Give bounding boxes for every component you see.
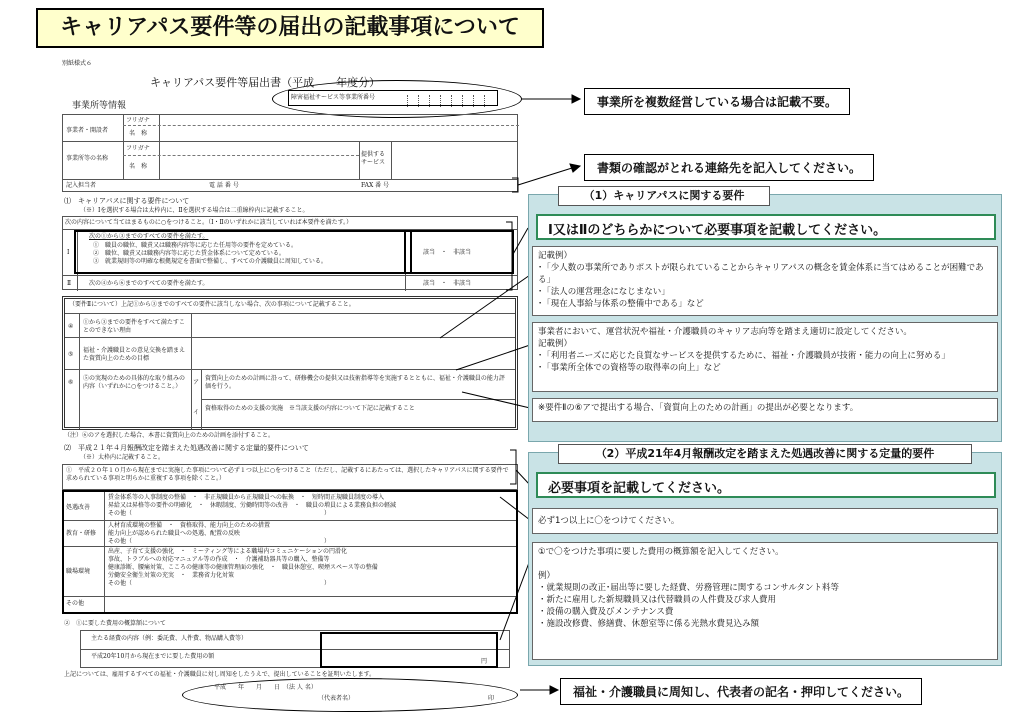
section2-note: （※）太枠内に記載すること。: [80, 454, 165, 461]
panel2-instruction: 必要事項を記載してください。: [536, 472, 996, 498]
panel1-example-reason: 記載例） ･「少人数の事業所でありポストが限られていることからキャリアパスの概念を賃金体系に当てはめることが困難である」 ･「法人の運営理念になじまない」 ･「現在人事給与体系の整備中である」など: [532, 246, 998, 316]
requirement-ii-frame: （要件Ⅱについて）上記①から③までのすべての要件に該当しない場合、次の事項について記載すること。 ④ ①から③までの要件をすべて満たすことのできない理由 ⑤ 福祉・介護職員との意見交換を踏まえた資質向上のための目標 ⑥ ⑤の実現のための具体的な取り組みの内容（いずれかに○をつけること。） ア 資質向上のための計画に沿って、研修機会の提供又は技術指導等を実施するとともに、福祉・介護職員の能力評価を行う。 イ 資格取得のための支援の実施 ※当該支援の内容について下記に記載すること: [62, 296, 518, 430]
form-style-label: 別紙様式６: [62, 60, 93, 67]
panel1-example-goal: 事業者において、運営状況や福祉・介護職員のキャリア志向等を踏まえ適切に設定してください。 記載例） ･「利用者ニーズに応じた良質なサービスを提供するために、福祉・介護職員が技術・能力の向上に努める」 ･「事業所全体での資格等の取得率の向上」など: [532, 322, 998, 392]
cost-table: 主たる経費の内容（例：委託費、人件費、物品購入費等） 平成20年10月から現在までに要した費用の額 円: [80, 630, 510, 668]
representative-label: （代表者名）: [318, 695, 355, 702]
callout-certify: 福祉・介護職員に周知し、代表者の記名・押印してください。: [560, 678, 922, 705]
section1-title: ⑴ キャリアパスに関する要件について: [64, 197, 190, 205]
cost-title: ② ①に要した費用の概算額について: [64, 620, 166, 627]
form-title: キャリアパス要件等届出書（平成 年度分）: [150, 76, 381, 89]
callout-contact: 書類の確認がとれる連絡先を記入してください。: [584, 154, 874, 181]
page-title: キャリアパス要件等の届出の記載事項について: [36, 8, 544, 48]
callout-multiple-offices: 事業所を複数経営している場合は記載不要。: [584, 88, 850, 115]
service-number-field[interactable]: 障害福祉サービス等事業所番号: [288, 90, 498, 106]
panel1-plan-note: ※要件Ⅱの⑥アで提出する場合、「資質向上のための計画」の提出が必要となります。: [532, 398, 998, 422]
section2-question: ① 平成２０年１０月から現在までに実施した事項について必ず１つ以上に○をつけること（ただし、記載するにあたっては、選択したキャリアパスに関する要件で求められている事項と明らかに重複する事項を除くこと。）: [62, 464, 518, 490]
panel2-circle-note: 必ず1つ以上に〇をつけてください。: [532, 508, 998, 534]
certify-text: 上記については、雇用するすべての福祉・介護職員に対し周知をしたうえで、提出していることを証明いたします。: [64, 671, 376, 678]
section2-title: ⑵ 平成２１年４月報酬改定を踏まえた処遇改善に関する定量的要件について: [64, 444, 309, 452]
date-line: 平成 年 月 日 （法 人 名）: [214, 684, 317, 691]
applicable-ii[interactable]: 該当 ・ 非該当: [423, 280, 472, 287]
seal-label: 印: [488, 695, 495, 702]
panel1-instruction: Ⅰ又はⅡのどちらかについて必要事項を記載してください。: [536, 214, 996, 240]
office-info-label: 事業所等情報: [72, 101, 127, 111]
panel2-cost-examples: ①で〇をつけた事項に要した費用の概算額を記入してください。 例） ・就業規則の改正･届出等に要した経費、労務管理に関するコンサルタント料等 ・新たに雇用した新規職員又は代替職員の人件費及び求人費用 ・設備の購入費及びメンテナンス費 ・施設改修費、修繕費、休憩室等に係る光熱水費見込み額: [532, 542, 998, 660]
panel1-header: （1）キャリアパスに関する要件: [558, 186, 770, 206]
applicable-i[interactable]: 該当 ・ 非該当: [423, 249, 472, 256]
panel2-header: （2）平成21年4月報酬改定を踏まえた処遇改善に関する定量的要件: [558, 444, 972, 464]
section1-note: （※）Ⅰを選択する場合は太枠内に、Ⅱを選択する場合は二重線枠内に記載すること。: [80, 207, 309, 214]
r6-note: （注）⑥のアを選択した場合、本書に資質向上のための計画を添付すること。: [64, 432, 275, 439]
office-info-table: 事業者・開設者 フリガナ 名 称 事業所等の名称 フリガナ 名 称 提供する サービス 記入担当者 電 話 番 号 FAX 番 号: [62, 114, 518, 192]
section2-table: 処遇改善 賃金体系等の人事制度の整備 ・ 非正規職員から正規職員への転換 ・ 短時間正規職員制度の導入 昇給又は昇格等の要件の明確化 ・ 休暇制度、労働時間等の改善 ・ 職員の増員による業務負担の軽減 その他（ ） 教育・研修 人材育成環境の整備 ・ 資格取得、能力向上のための措置 能力向上が認められた職員への処遇、配置の反映 その他（ ） 職場環境 出産、子育て支援の強化 ・ ミーティング等による職場内コミュニケーションの円滑化 事故、トラブルへの対応マニュアル等の作成 ・ 介護補助器具等の購入、整備等 健康診断、腰痛対策、こころの健康等の健康管理面の強化 ・ 職員休憩室、喫煙スペース等の整備 労働安全衛生対策の充実 ・ 業務省力化対策 その他（ ） その他: [62, 490, 518, 614]
section1-table: 次の内容について当てはまるものに○をつけること。（Ⅰ・Ⅱのいずれかに該当していれば本要件を満たす。） Ⅰ Ⅱ 次の①から③までのすべての要件を満たす。 ① 職員の職位、職責又は職務内容等に応じた任用等の要件を定めている。 ② 職位、職責又は職務内容等に応じた賃金体系について定めている。 ③ 就業規則等の明確な根拠規定を書面で整備し、すべての介護職員に周知している。 次の④から⑥までのすべての要件を満たす。 該当 ・ 非該当 該当 ・ 非該当: [62, 216, 518, 290]
